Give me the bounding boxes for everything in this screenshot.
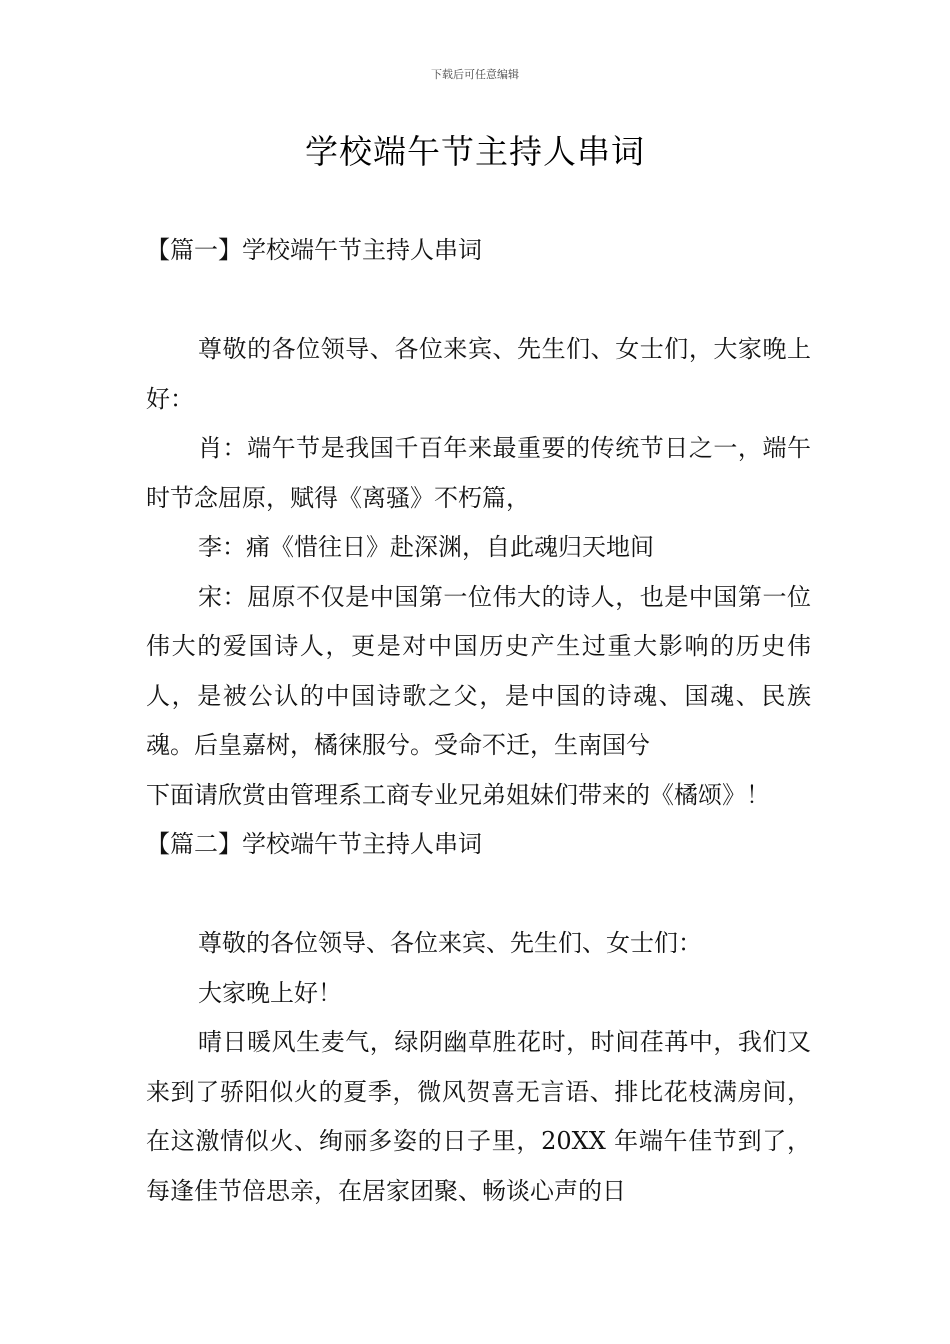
spacer	[146, 870, 811, 920]
paragraph-good-evening: 大家晚上好！	[198, 978, 342, 1007]
paragraph-summer: 晴日暖风生麦气，绿阴幽草胜花时，时间荏苒中，我们又来到了骄阳似火的夏季，微风贺喜无言语、排比花枝满房间，在这激情似火、绚丽多姿的日子里，20XX 年端午佳节到了，每逢佳节倍思亲，在居家团聚、畅谈心声的日	[146, 1028, 811, 1205]
paragraph-program-intro: 下面请欣赏由管理系工商专业兄弟姐妹们带来的《橘颂》！	[146, 780, 770, 809]
document-body	[146, 226, 811, 1216]
paragraph-xiao: 肖：端午节是我国千百年来最重要的传统节日之一，端午时节念屈原，赋得《离骚》不朽篇，	[146, 434, 811, 512]
paragraph-li: 李：痛《惜往日》赴深渊，自此魂归天地间	[198, 533, 654, 561]
section-one-heading: 【篇一】学校端午节主持人串词	[146, 236, 482, 264]
paragraph-song: 宋：屈原不仅是中国第一位伟大的诗人，也是中国第一位伟大的爱国诗人，更是对中国历史产生过重大影响的历史伟人，是被公认的中国诗歌之父，是中国的诗魂、国魂、民族魂。后皇嘉树，橘徕服兮。受命不迁，生南国兮	[146, 582, 811, 759]
document-title: 学校端午节主持人串词	[305, 132, 645, 171]
header-note: 下载后可任意编辑	[431, 68, 519, 81]
paragraph-greeting: 尊敬的各位领导、各位来宾、先生们、女士们，大家晚上好：	[146, 335, 811, 413]
paragraph-greeting-two: 尊敬的各位领导、各位来宾、先生们、女士们：	[198, 929, 702, 957]
section-two-heading: 【篇二】学校端午节主持人串词	[146, 830, 482, 858]
spacer	[146, 276, 811, 326]
